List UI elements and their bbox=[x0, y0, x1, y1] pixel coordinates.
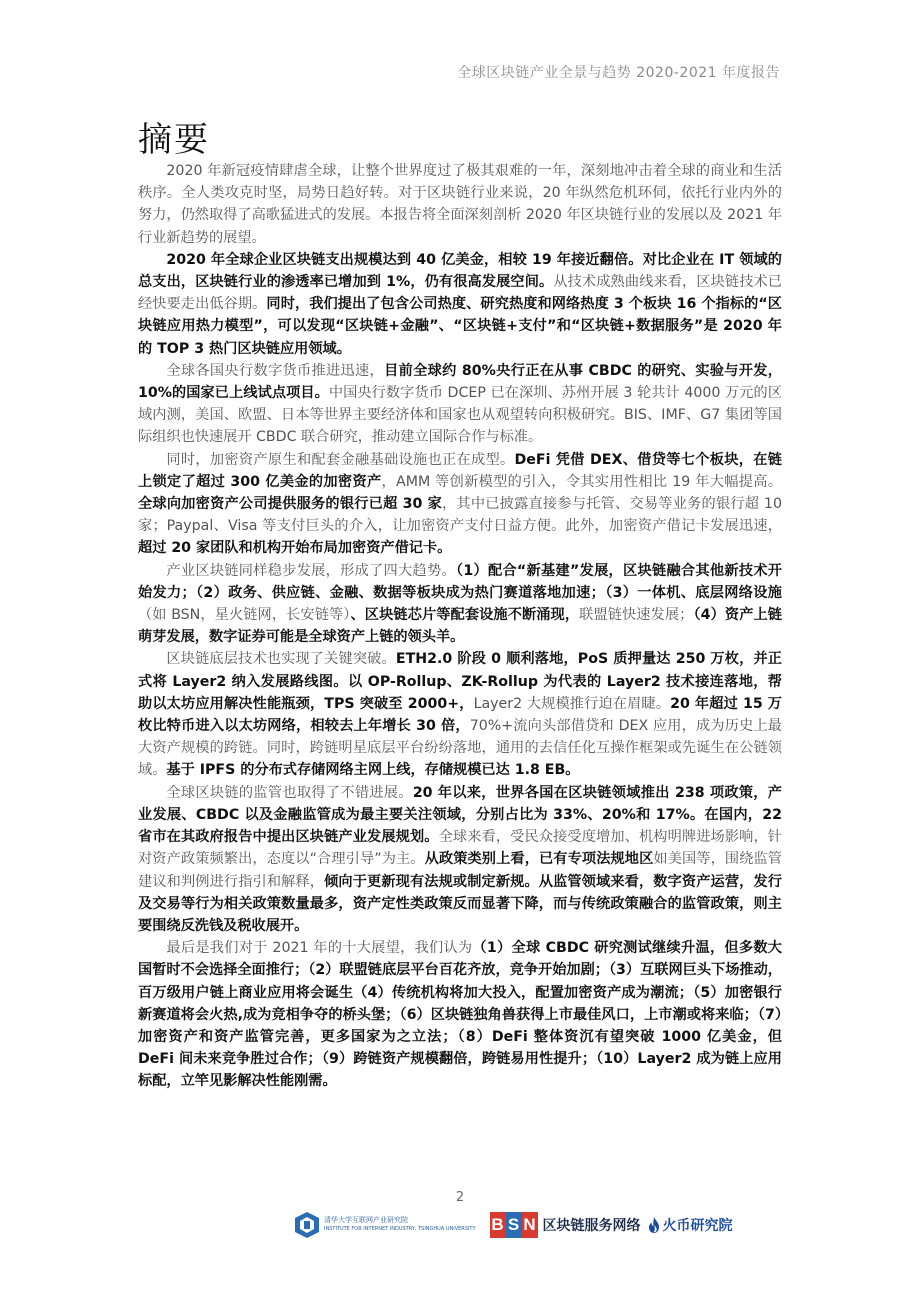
tsinghua-emblem-icon bbox=[294, 1211, 320, 1239]
abstract-paragraph bbox=[138, 249, 782, 360]
bold-text-run: DeFi 凭借 DEX、借贷等七个板块，在链上锁定了超过 300 亿美金的加密资产 bbox=[138, 451, 782, 490]
bold-text-run: 基于 IPFS 的分布式存储网络主网上线，存储规模已达 1.8 EB。 bbox=[166, 762, 580, 779]
bold-text-run: 2020 年全球企业区块链支出规模达到 40 亿美金，相较 19 年接近翻倍。对比企业在 IT 领域的总支出，区块链行业的渗透率已增加到 1%，仍有很高发展空间。 bbox=[138, 251, 782, 291]
tsinghua-name-en: INSTITUTE FOR INTERNET INDUSTRY, TSINGHUA UNIVERSITY bbox=[324, 1226, 476, 1232]
text-run: ，AMM 等创新模型的引入，令其实用性相比 19 年大幅提高。 bbox=[381, 473, 782, 490]
page-number: 2 bbox=[455, 1190, 465, 1205]
bsn-logo bbox=[490, 1212, 641, 1238]
tsinghua-logo bbox=[294, 1211, 476, 1239]
bold-text-run: 超过 20 家团队和机构开始布局加密资产借记卡。 bbox=[138, 540, 452, 557]
text-run: 最后是我们对于 2021 年的十大展望，我们认为 bbox=[166, 940, 473, 957]
huobi-logo bbox=[647, 1215, 733, 1235]
bold-text-run: 同时，我们提出了包含公司热度、研究热度和网络热度 3 个板块 16 个指标的“区块链应用热力模型”，可以发现“区块链+金融”、“区块链+支付”和“区块链+数据服务”是 2020 年的 TOP 3 热门区块链应用领域。 bbox=[138, 296, 782, 357]
text-run: ，其中已披露直接参与托管、交易等业务的银行超 10 家；Paypal、Visa 等支付巨头的介入，让加密资产支付日益方便。此外，加密资产借记卡发展迅速， bbox=[138, 496, 782, 535]
text-run: 中国央行数字货币 DCEP 已在深圳、苏州开展 3 轮共计 4000 万元的区域内测，美国、欧盟、日本等世界主要经济体和国家也从观望转向积极研究。BIS、IMF、G7 集团等国际组织也快速展开 CBDC 联合研究，推动建立国际合作与标准。 bbox=[138, 385, 783, 446]
text-run: 全球各国央行数字货币推进迅速， bbox=[166, 362, 385, 379]
huobi-name: 火币研究院 bbox=[662, 1218, 733, 1234]
text-run: Layer2 大规模推行迫在眉睫。 bbox=[473, 695, 671, 712]
abstract-paragraph bbox=[138, 160, 782, 249]
tsinghua-name-cn: 清华大学互联网产业研究院 bbox=[324, 1216, 408, 1224]
text-run: （如 BSN，星火链网，长安链等） bbox=[138, 607, 351, 624]
bold-text-run: （1）全球 CBDC 研究测试继续升温，但多数大国暂时不会选择全面推行；（2）联盟链底层平台百花齐放，竞争开始加剧；（3）互联网巨头下场推动，百万级用户链上商业应用将会诞生（4）传统机构将加大投入，配置加密资产成为潮流；（5）加密银行新赛道将会火热,成为竞相争夺的桥头堡；（6）区块链独角兽获得上市最佳风口，上市潮或将来临；（7）加密资产和资产监管完善，更多国家为之立法；（8）DeFi 整体资沉有望突破 1000 亿美金，但 DeFi 间未来竞争胜过合作；（9）跨链资产规模翻倍，跨链易用性提升；（10）Layer2 成为链上应用标配，立竿见影解决性能刚需。 bbox=[138, 940, 782, 1090]
bold-text-run: 、区块链芯片等配套设施不断涌现， bbox=[350, 607, 580, 624]
abstract-paragraph bbox=[138, 648, 782, 781]
abstract-body bbox=[138, 160, 782, 1093]
text-run: 同时，加密资产原生和配套金融基础设施也正在成型。 bbox=[166, 451, 515, 468]
bold-text-run: ETH2.0 阶段 0 顺利落地，PoS 质押量达 250 万枚，并正式将 Layer2 纳入发展路线图。以 OP-Rollup、ZK-Rollup 为代表的 Layer2 技术接连落地，帮助以太坊应用解决性能瓶颈，TPS 突破至 2000+， bbox=[138, 651, 782, 712]
text-run: 2020 年新冠疫情肆虐全球，让整个世界度过了极其艰难的一年，深刻地冲击着全球的商业和生活秩序。全人类攻克时坚，局势日趋好转。对于区块链行业来说，20 年纵然危机环伺，依托行业内外的努力，仍然取得了高歌猛进式的发展。本报告将全面深刻剖析 2020 年区块链行业的发展以及 2021 年行业新趋势的展望。 bbox=[138, 163, 782, 246]
huobi-flame-icon bbox=[647, 1216, 661, 1234]
text-run: 全球区块链的监管也取得了不错进展。 bbox=[166, 784, 413, 801]
abstract-paragraph bbox=[138, 449, 782, 560]
text-run: 70%+流向头部借贷和 DEX 应用，成为历史上最大资产规模的跨链。同时，跨链明星底层平台纷纷落地，通用的去信任化互操作框架或先诞生在公链领域。 bbox=[138, 718, 782, 779]
footer-logos bbox=[294, 1208, 733, 1242]
abstract-paragraph bbox=[138, 360, 782, 449]
bsn-name: 区块链服务网络 bbox=[542, 1218, 641, 1234]
bsn-letter-n: N bbox=[522, 1212, 538, 1238]
text-run: 联盟链快速发展； bbox=[579, 607, 694, 624]
bsn-letter-s: S bbox=[506, 1212, 522, 1238]
abstract-paragraph bbox=[138, 560, 782, 649]
report-header: 全球区块链产业全景与趋势 2020-2021 年度报告 bbox=[457, 65, 780, 81]
bold-text-run: （1）配合“新基建”发展，区块链融合其他新技术开始发力；（2）政务、供应链、金融、数据等板块成为热门赛道落地加速；（3）一体机、底层网络设施 bbox=[138, 562, 782, 601]
bsn-letter-b: B bbox=[490, 1212, 506, 1238]
text-run: 全球来看，受民众接受度增加、机构明牌进场影响，针对资产政策频繁出，态度以“合理引导”为主。 bbox=[138, 829, 782, 868]
text-run: 如美国等，围绕监管建议和判例进行指引和解释， bbox=[138, 851, 782, 890]
bold-text-run: 20 年超过 15 万枚比特币进入以太坊网络，相较去上年增长 30 倍， bbox=[138, 695, 782, 735]
bold-text-run: 倾向于更新现有法规或制定新规。从监管领域来看，数字资产运营，发行及交易等行为相关政策数量最多，资产定性类政策反而显著下降，而与传统政策融合的监管政策，则主要围绕反洗钱及税收展开。 bbox=[138, 873, 782, 934]
bold-text-run: 从政策类别上看，已有专项法规地区 bbox=[424, 851, 654, 868]
text-run: 区块链底层技术也实现了关键突破。 bbox=[166, 651, 396, 668]
bold-text-run: （4）资产上链萌芽发展，数字证券可能是全球资产上链的领头羊。 bbox=[138, 607, 782, 646]
abstract-paragraph bbox=[138, 937, 782, 1092]
text-run: 产业区块链同样稳步发展，形成了四大趋势。 bbox=[166, 562, 456, 579]
text-run: 从技术成熟曲线来看，区块链技术已经快要走出低谷期。 bbox=[138, 274, 782, 313]
bold-text-run: 目前全球约 80%央行正在从事 CBDC 的研究、实验与开发，10%的国家已上线试点项目。 bbox=[138, 362, 782, 402]
bold-text-run: 全球向加密资产公司提供服务的银行已超 30 家 bbox=[138, 496, 443, 513]
abstract-paragraph bbox=[138, 782, 782, 937]
page-title: 摘要 bbox=[138, 120, 210, 160]
bold-text-run: 20 年以来，世界各国在区块链领域推出 238 项政策，产业发展、CBDC 以及金融监管成为最主要关注领域，分别占比为 33%、20%和 17%。在国内，22 省市在其政府报告中提出区块链产业发展规划。 bbox=[138, 784, 782, 846]
